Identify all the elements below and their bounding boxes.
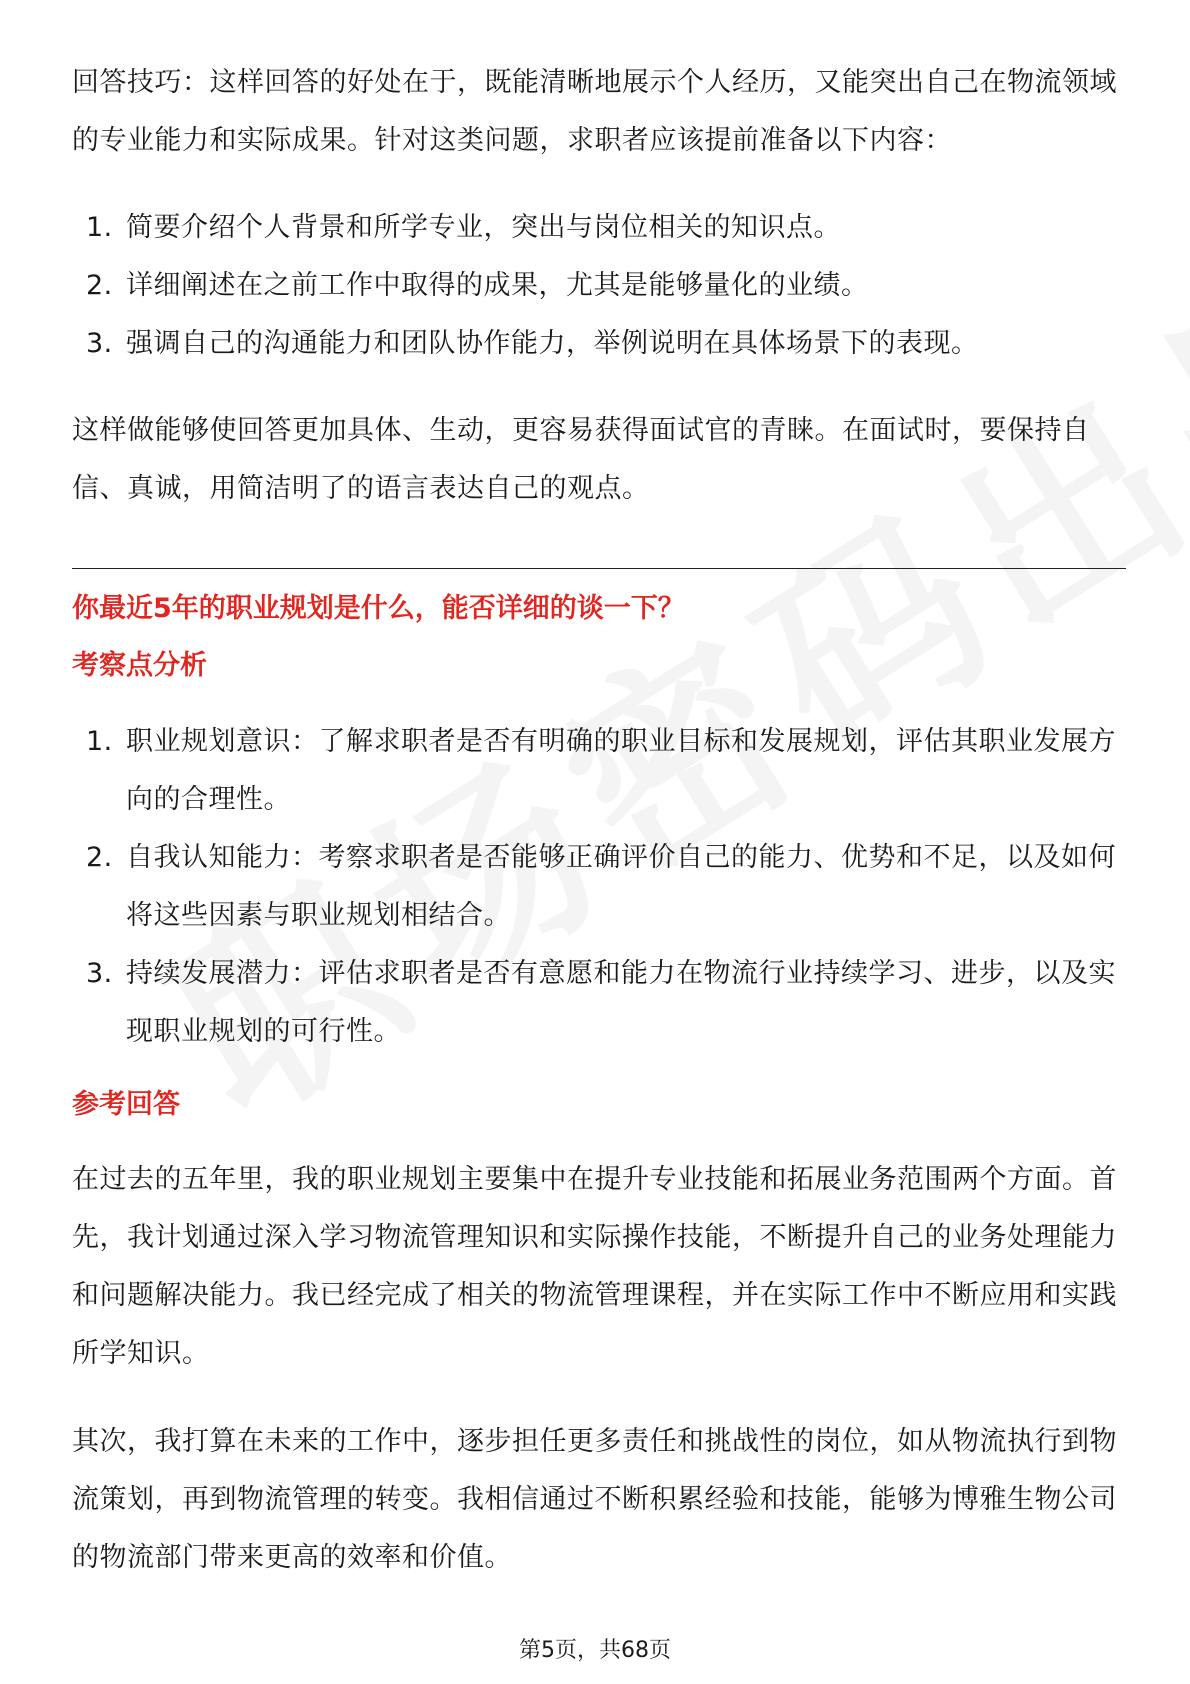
page-footer: 第5页，共68页: [519, 1638, 671, 1663]
list-item: [72, 829, 1126, 945]
question-title: 你最近5年的职业规划是什么，能否详细的谈一下？: [72, 593, 685, 624]
list-text: 简要介绍个人背景和所学专业，突出与岗位相关的知识点。: [126, 212, 841, 243]
prep-list: [72, 199, 1126, 373]
list-number: 1.: [86, 726, 113, 757]
list-item: [72, 945, 1126, 1061]
list-text: 详细阐述在之前工作中取得的成果，尤其是能够量化的业绩。: [126, 270, 869, 301]
summary-paragraph: 这样做能够使回答更加具体、生动，更容易获得面试官的青睐。在面试时，要保持自信、真诚，用简洁明了的语言表达自己的观点。: [72, 415, 1090, 504]
list-item: [72, 199, 1126, 257]
list-item: [72, 315, 1126, 373]
list-text: 持续发展潜力：评估求职者是否有意愿和能力在物流行业持续学习、进步，以及实现职业规划的可行性。: [126, 958, 1116, 1047]
list-number: 2.: [86, 270, 113, 301]
list-text: 自我认知能力：考察求职者是否能够正确评价自己的能力、优势和不足，以及如何将这些因素与职业规划相结合。: [126, 842, 1116, 931]
list-item: [72, 257, 1126, 315]
analysis-list: [72, 713, 1126, 1061]
list-number: 1.: [86, 212, 113, 243]
list-text: 职业规划意识：了解求职者是否有明确的职业目标和发展规划，评估其职业发展方向的合理性。: [126, 726, 1116, 815]
answer-heading: 参考回答: [72, 1089, 180, 1120]
list-number: 3.: [86, 958, 113, 989]
answer-paragraph: 其次，我打算在未来的工作中，逐步担任更多责任和挑战性的岗位，如从物流执行到物流策划，再到物流管理的转变。我相信通过不断积累经验和技能，能够为博雅生物公司的物流部门带来更高的效率和价值。: [72, 1426, 1117, 1573]
list-number: 2.: [86, 842, 113, 873]
section-divider: [72, 568, 1126, 569]
list-number: 3.: [86, 328, 113, 359]
analysis-heading: 考察点分析: [72, 650, 207, 681]
list-item: [72, 713, 1126, 829]
answer-paragraph: 在过去的五年里，我的职业规划主要集中在提升专业技能和拓展业务范围两个方面。首先，我计划通过深入学习物流管理知识和实际操作技能，不断提升自己的业务处理能力和问题解决能力。我已经完成了相关的物流管理课程，并在实际工作中不断应用和实践所学知识。: [72, 1164, 1117, 1369]
intro-paragraph: 回答技巧：这样回答的好处在于，既能清晰地展示个人经历，又能突出自己在物流领域的专业能力和实际成果。针对这类问题，求职者应该提前准备以下内容：: [72, 67, 1117, 156]
list-text: 强调自己的沟通能力和团队协作能力，举例说明在具体场景下的表现。: [126, 328, 979, 359]
